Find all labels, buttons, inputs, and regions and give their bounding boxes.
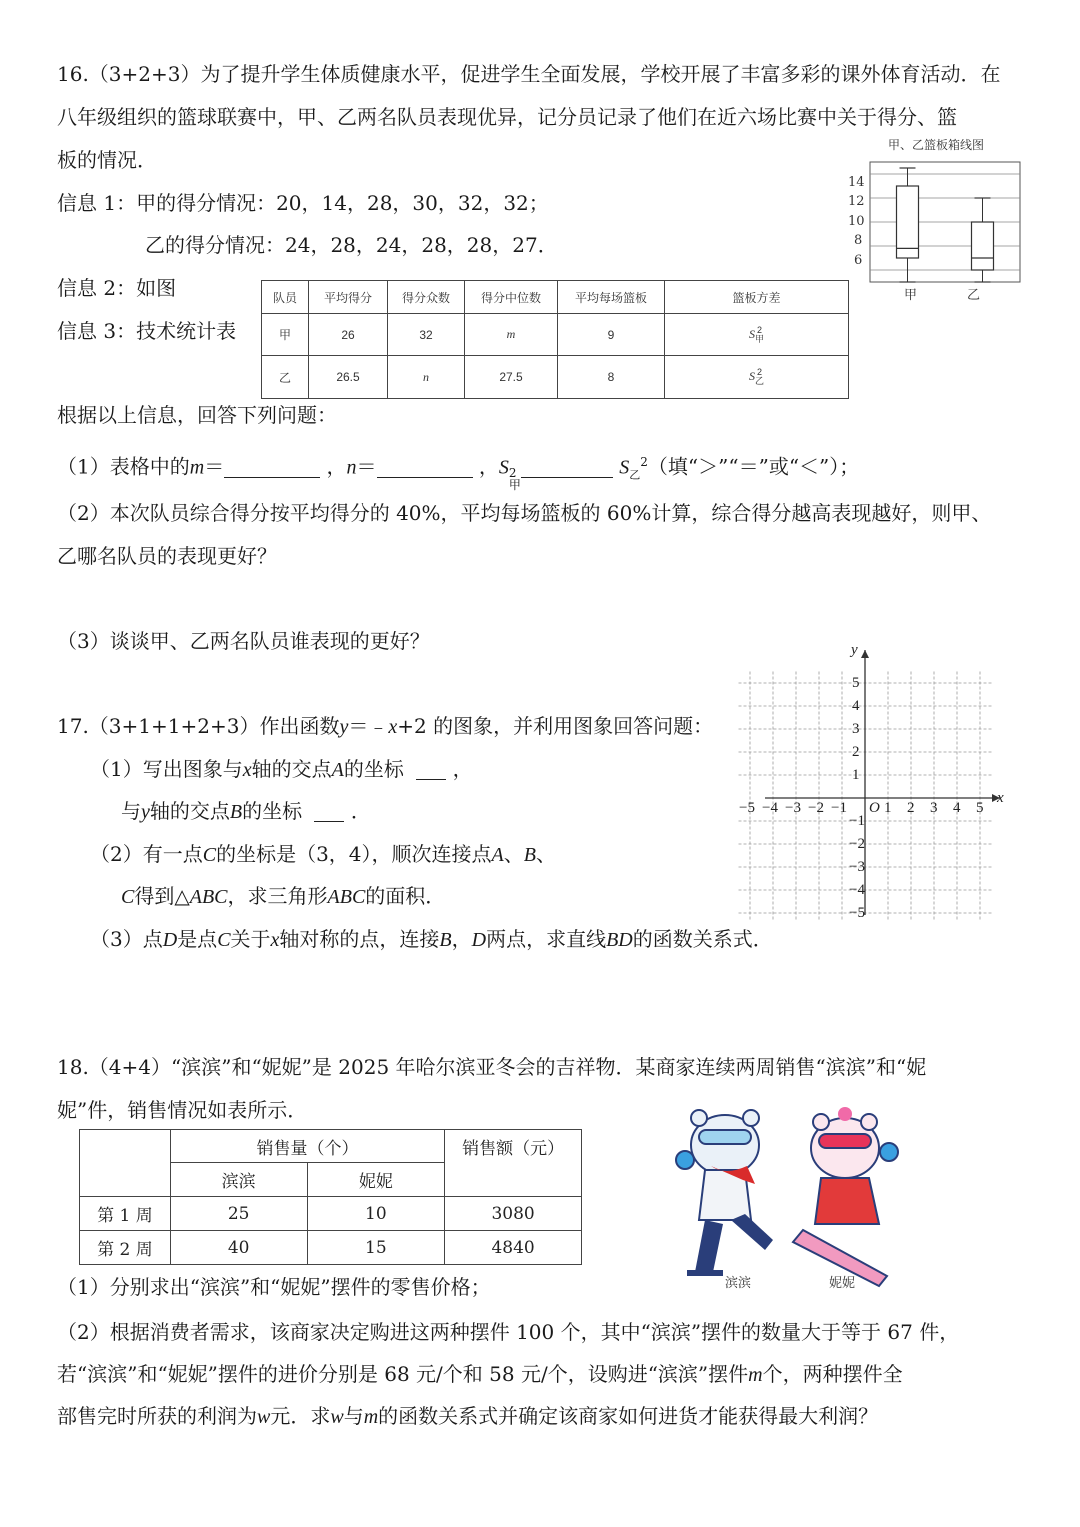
var: ABC — [189, 886, 228, 908]
boxplot-ytick-8: 8 — [854, 233, 863, 248]
sales-header-amount: 销售额（元） — [445, 1130, 582, 1197]
text: 若“滨滨”和“妮妮”摆件的进价分别是 68 元/个和 58 元/个，设购进“滨滨”摆件 — [57, 1362, 749, 1386]
sales-header-qty: 销售量（个） — [170, 1130, 444, 1163]
sales-corner-cell — [80, 1130, 171, 1197]
stat-table — [261, 280, 849, 399]
stat-table-header — [262, 281, 849, 314]
x-axis-label: x — [997, 790, 1004, 806]
y-tick-label: −2 — [849, 836, 865, 852]
text: ＝﹣ — [348, 714, 389, 738]
text: ． — [350, 799, 371, 823]
sales-header-nini: 妮妮 — [307, 1163, 445, 1197]
x-tick-label: −4 — [762, 800, 778, 816]
sub: 甲 — [508, 477, 521, 492]
boxplot-ytick-12: 12 — [848, 194, 865, 209]
variance-symbol: S — [748, 326, 755, 341]
stat-header-cell: 得分中位数 — [465, 281, 558, 314]
text: 得到△ — [134, 884, 190, 908]
sales-cell: 40 — [170, 1231, 307, 1265]
variance-symbol: S — [748, 369, 755, 384]
var: x — [270, 929, 280, 951]
q17-part2-b — [121, 882, 445, 911]
q16-part3: （3）谈谈甲、乙两名队员谁表现的更好？ — [57, 629, 430, 653]
boxplot-ytick-10: 10 — [848, 214, 865, 229]
answer-blank-b[interactable] — [314, 821, 344, 822]
boxplot-ytick-6: 6 — [854, 253, 863, 268]
text: 轴的交点 — [149, 799, 230, 823]
y-tick-label: 4 — [852, 698, 860, 714]
text: （3）点 — [90, 927, 163, 951]
q16-part2-line1: （2）本次队员综合得分按平均得分的 40%，平均每场篮板的 60%计算，综合得分越高表现越好，则甲、 — [57, 501, 992, 525]
variance-sup: 2 — [756, 367, 762, 377]
text: 的坐标 — [343, 757, 404, 781]
text: ＝ — [204, 454, 225, 479]
y-tick-label: −4 — [849, 882, 865, 898]
variance-sub: 乙 — [754, 376, 764, 386]
text: （填“＞”“＝”或“＜”）； — [647, 454, 860, 479]
var: ABC — [327, 886, 366, 908]
x-tick-label: −1 — [831, 800, 847, 816]
q16-line-1: 16.（3+2+3）为了提升学生体质健康水平，促进学生全面发展，学校开展了丰富多彩的课外体育活动．在 — [57, 62, 1001, 86]
sales-header-binbin: 滨滨 — [170, 1163, 307, 1197]
stat-cell: 27.5 — [465, 356, 558, 399]
var-n: n — [346, 456, 357, 479]
var: C — [202, 844, 217, 866]
var: x — [242, 759, 252, 781]
var: y — [141, 801, 150, 823]
answer-blank-n[interactable] — [377, 477, 473, 478]
x-tick-label: −5 — [739, 800, 755, 816]
text: ， — [326, 454, 347, 479]
x-tick-label: 1 — [884, 800, 892, 816]
binbin-mascot — [676, 1110, 773, 1276]
sales-row-week2 — [80, 1231, 582, 1265]
text: 与 — [121, 799, 141, 823]
text: 的函数关系式． — [632, 927, 773, 951]
y-tick-label: −3 — [849, 859, 865, 875]
stat-header-cell: 平均每场篮板 — [558, 281, 665, 314]
text: 轴的交点 — [251, 757, 332, 781]
stat-header-cell: 平均得分 — [309, 281, 388, 314]
text: +2 的图象，并利用图象回答问题： — [397, 714, 714, 738]
y-tick-label: 1 — [852, 767, 860, 783]
answer-blank-a[interactable] — [416, 779, 446, 780]
stat-row-jia — [262, 314, 849, 356]
text: 的函数关系式并确定该商家如何进货才能获得最大利润？ — [378, 1404, 879, 1428]
var: D — [162, 929, 178, 951]
coordinate-grid-figure — [735, 640, 1010, 920]
sales-cell: 15 — [307, 1231, 445, 1265]
q16-info3: 信息 3：技术统计表 — [57, 319, 237, 343]
boxplot-box — [972, 222, 994, 270]
var: A — [331, 759, 344, 781]
sub: 乙 — [629, 468, 641, 482]
stat-cell: 乙 — [262, 356, 309, 399]
q16-line-3: 板的情况． — [57, 148, 157, 172]
var: D — [471, 929, 487, 951]
q18-part2-line2 — [57, 1360, 903, 1389]
var: w — [330, 1406, 344, 1428]
boxplot-ytick-14: 14 — [848, 175, 865, 190]
mascot-label-nini: 妮妮 — [829, 1276, 856, 1291]
var: y — [339, 716, 349, 738]
coordinate-grid — [735, 640, 1010, 920]
sales-cell: 3080 — [445, 1197, 582, 1231]
x-tick-label: 4 — [953, 800, 961, 816]
stat-cell: 甲 — [262, 314, 309, 356]
stat-cell: 26.5 — [309, 356, 388, 399]
text: 的坐标是（3，4），顺次连接点 — [216, 842, 492, 866]
sales-cell: 10 — [307, 1197, 445, 1231]
q18-part2-line3 — [57, 1402, 878, 1431]
sales-table — [79, 1129, 582, 1265]
q17-part1-a — [90, 755, 473, 784]
q16-prompt: 根据以上信息，回答下列问题： — [57, 403, 337, 427]
sup: 2 — [640, 455, 648, 469]
y-tick-label: 2 — [852, 744, 860, 760]
text: （2）有一点 — [90, 842, 203, 866]
variance-sup: 2 — [756, 324, 762, 335]
sales-cell-week: 第 1 周 — [80, 1197, 171, 1231]
y-tick-label: −5 — [849, 905, 865, 921]
text: 两点，求直线 — [486, 927, 607, 951]
var: m — [748, 1364, 763, 1386]
boxplot-box — [897, 186, 919, 258]
x-tick-label: 3 — [930, 800, 938, 816]
var: m — [363, 1406, 379, 1428]
q17-part3 — [90, 925, 773, 954]
mascot-drawing — [665, 1100, 905, 1300]
text: 的坐标 — [242, 799, 303, 823]
answer-blank-compare[interactable] — [521, 477, 613, 478]
var: B — [229, 801, 243, 823]
boxplot-xlabel-jia: 甲 — [904, 288, 918, 303]
mascot-illustration — [665, 1100, 905, 1300]
var: C — [121, 886, 135, 908]
sales-cell: 4840 — [445, 1231, 582, 1265]
text: （1）写出图象与 — [90, 757, 243, 781]
text: 元．求 — [270, 1404, 331, 1428]
var: B — [523, 844, 536, 866]
y-tick-label: −1 — [849, 813, 865, 829]
q16-part1 — [57, 448, 859, 491]
stat-row-yi — [262, 356, 849, 399]
text: ， — [452, 757, 473, 781]
q16-line-2: 八年级组织的篮球联赛中，甲、乙两名队员表现优异，记分员记录了他们在近六场比赛中关于得分、篮 — [57, 105, 957, 129]
boxplot-title: 甲、乙篮板箱线图 — [888, 138, 985, 152]
var: C — [217, 929, 231, 951]
q16-info1-jia: 信息 1：甲的得分情况：20，14，28，30，32，32； — [57, 191, 549, 215]
q16-part2-line2: 乙哪名队员的表现更好？ — [57, 544, 277, 568]
var-s-jia: S — [498, 456, 509, 479]
sales-row-week1 — [80, 1197, 582, 1231]
y-axis-label: y — [851, 642, 858, 658]
q17-head — [57, 712, 713, 741]
q16-info1-yi: 乙的得分情况：24，28，24，28，28，27． — [145, 233, 558, 257]
var-s-yi: S — [619, 456, 630, 479]
sales-header-row-1 — [80, 1130, 582, 1163]
y-axis-arrow — [861, 650, 869, 658]
q18-part1: （1）分别求出“滨滨”和“妮妮”摆件的零售价格； — [57, 1275, 491, 1299]
var: w — [257, 1406, 271, 1428]
var: x — [388, 716, 398, 738]
stat-cell: 9 — [558, 314, 665, 356]
text: 、 — [535, 842, 556, 866]
stat-cell: 26 — [309, 314, 388, 356]
text: ， — [451, 927, 472, 951]
text: 与 — [343, 1404, 364, 1428]
origin-label: O — [869, 800, 880, 816]
boxplot-xlabel-yi: 乙 — [967, 288, 981, 303]
sales-cell-week: 第 2 周 — [80, 1231, 171, 1265]
text: 、 — [503, 842, 524, 866]
text: 部售完时所获的利润为 — [57, 1404, 257, 1428]
q18-line-1: 18.（4+4）“滨滨”和“妮妮”是 2025 年哈尔滨亚冬会的吉祥物．某商家连续两周销售“滨滨”和“妮 — [57, 1055, 927, 1079]
stat-cell-variance — [665, 314, 849, 356]
text: ， — [478, 454, 499, 479]
mascot-label-binbin: 滨滨 — [725, 1276, 752, 1291]
x-tick-label: 5 — [976, 800, 984, 816]
q17-part1-b — [121, 797, 371, 826]
q17-part2-a — [90, 840, 556, 869]
x-tick-label: −3 — [785, 800, 801, 816]
text: 个，两种摆件全 — [762, 1362, 903, 1386]
text: 17.（3+1+1+2+3）作出函数 — [57, 714, 340, 738]
stat-cell: n — [388, 356, 465, 399]
y-tick-label: 5 — [852, 675, 860, 691]
text: 关于 — [230, 927, 271, 951]
var-m: m — [189, 456, 205, 479]
text: 轴对称的点，连接 — [279, 927, 440, 951]
stat-cell-variance — [665, 356, 849, 399]
x-tick-label: −2 — [808, 800, 824, 816]
text: ＝ — [356, 454, 377, 479]
nini-mascot — [793, 1107, 898, 1286]
stat-cell: 32 — [388, 314, 465, 356]
text: 是点 — [177, 927, 218, 951]
q18-part2-line1: （2）根据消费者需求，该商家决定购进这两种摆件 100 个，其中“滨滨”摆件的数量大于等于 67 件， — [57, 1320, 960, 1344]
x-tick-label: 2 — [907, 800, 915, 816]
q18-line-2: 妮”件，销售情况如表所示． — [57, 1098, 308, 1122]
sales-cell: 25 — [170, 1197, 307, 1231]
boxplot-figure — [830, 132, 1030, 307]
stat-cell: m — [465, 314, 558, 356]
var: B — [439, 929, 452, 951]
var: BD — [606, 929, 633, 951]
var: A — [491, 844, 504, 866]
answer-blank-m[interactable] — [224, 477, 320, 478]
sup: 2 — [508, 465, 517, 480]
variance-sub: 甲 — [754, 333, 764, 344]
stat-cell: 8 — [558, 356, 665, 399]
y-tick-label: 3 — [852, 721, 860, 737]
stat-header-cell: 得分众数 — [388, 281, 465, 314]
stat-header-cell: 篮板方差 — [665, 281, 849, 314]
q16-info2: 信息 2：如图 — [57, 276, 177, 300]
text: 的面积． — [365, 884, 446, 908]
text: ，求三角形 — [227, 884, 328, 908]
text: （1）表格中的 — [57, 454, 190, 479]
stat-header-cell: 队员 — [262, 281, 309, 314]
